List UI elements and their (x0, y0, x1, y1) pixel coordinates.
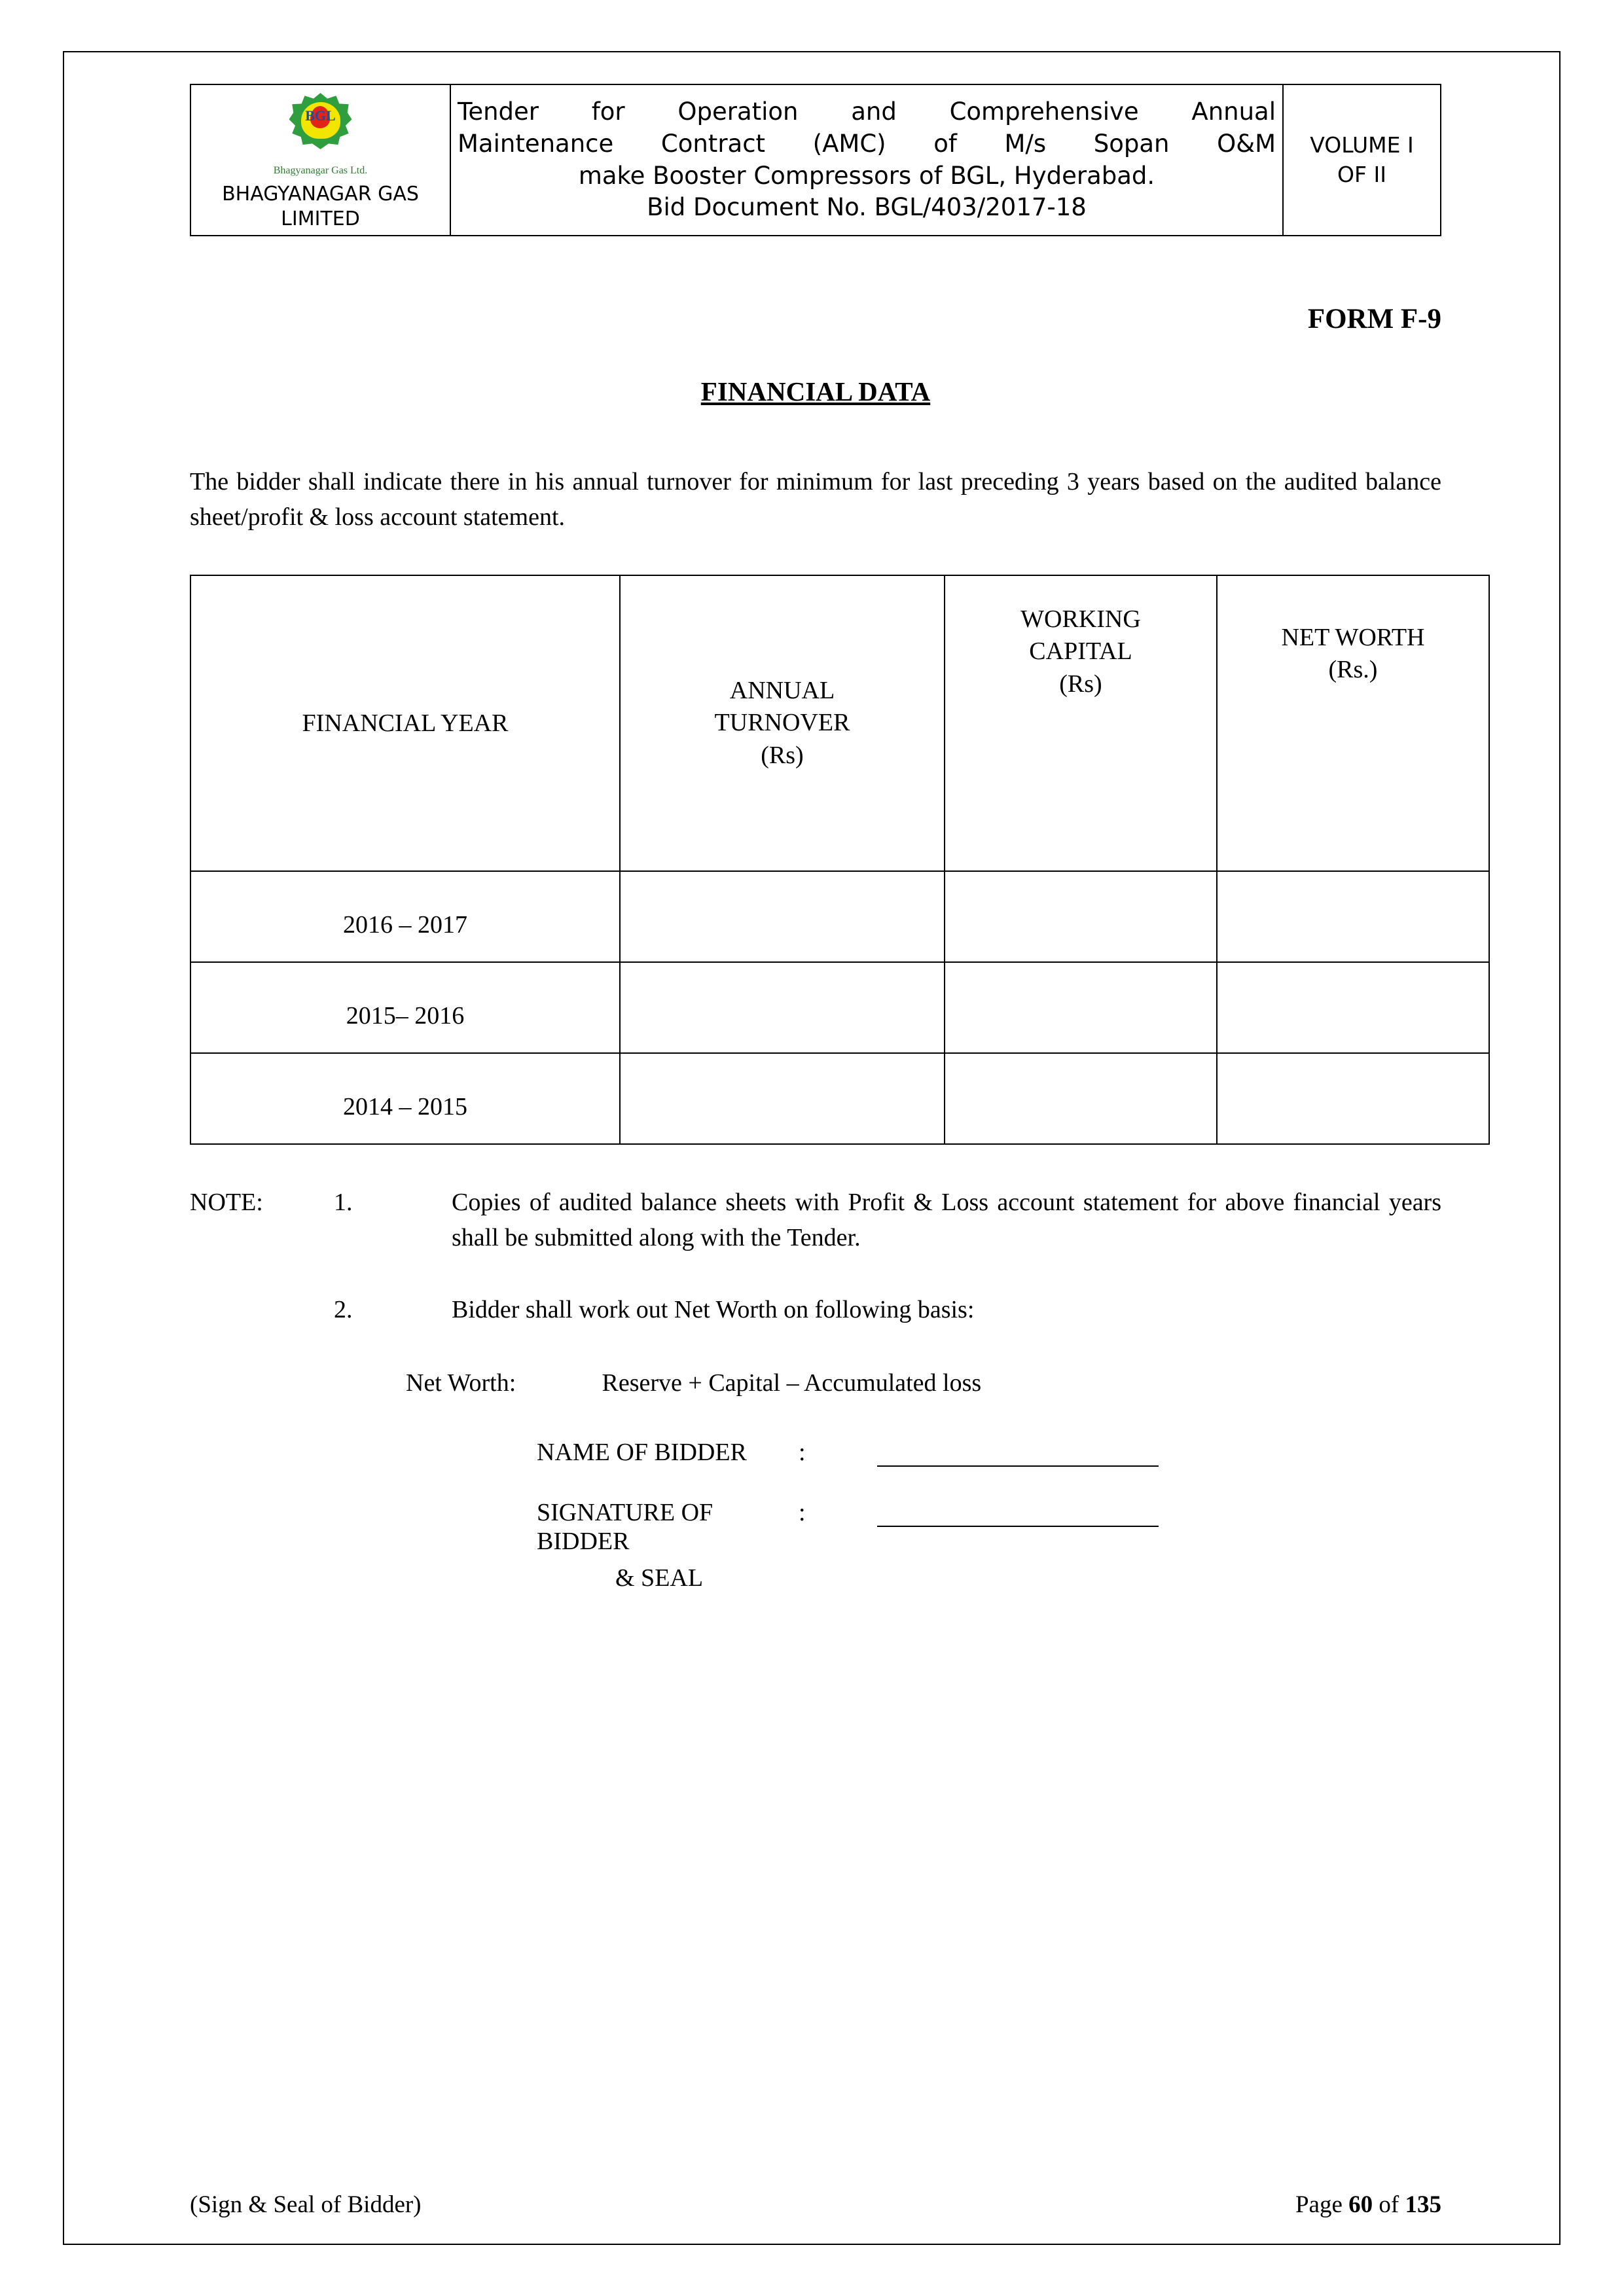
signature-block (190, 1438, 1441, 1592)
footer-page-prefix: Page (1295, 2191, 1349, 2218)
cell-working-capital[interactable] (945, 1053, 1217, 1144)
note-text-2: Bidder shall work out Net Worth on following basis: (452, 1295, 975, 1323)
footer-page-mid: of (1373, 2191, 1405, 2218)
cell-financial-year: 2014 – 2015 (190, 1053, 620, 1144)
bgl-logo-icon (281, 92, 360, 164)
footer-current-page: 60 (1348, 2191, 1373, 2218)
annual-turnover-line-3: (Rs) (761, 741, 804, 769)
cell-financial-year: 2015– 2016 (190, 962, 620, 1053)
name-of-bidder-row (537, 1438, 1441, 1467)
footer-page-number (1295, 2191, 1441, 2219)
header-title-line-1: Tender for Operation and Comprehensive Annual (458, 97, 1276, 126)
signature-of-bidder-row (537, 1498, 1441, 1556)
column-header-financial-year: FINANCIAL YEAR (190, 575, 620, 871)
cell-annual-turnover[interactable] (620, 871, 945, 962)
name-of-bidder-field[interactable] (877, 1438, 1159, 1467)
signature-of-bidder-label: SIGNATURE OF BIDDER (537, 1498, 713, 1555)
note-number-1: 1. (334, 1188, 353, 1216)
cell-annual-turnover[interactable] (620, 1053, 945, 1144)
cell-net-worth[interactable] (1217, 962, 1489, 1053)
cell-net-worth[interactable] (1217, 871, 1489, 962)
cell-net-worth[interactable] (1217, 1053, 1489, 1144)
document-header-table (190, 84, 1441, 236)
networth-label: Net Worth: (406, 1369, 516, 1397)
cell-working-capital[interactable] (945, 962, 1217, 1053)
page-title: FINANCIAL DATA (700, 376, 931, 406)
note-text-1: Copies of audited balance sheets with Profit & Loss account statement for above financial years shall be submitted along with the Tender. (452, 1188, 1441, 1251)
column-header-net-worth (1217, 575, 1489, 871)
table-header-row (190, 575, 1489, 871)
note-label: NOTE: (190, 1188, 263, 1216)
table-row (190, 1053, 1489, 1144)
page-content (190, 84, 1441, 1592)
logo-tagline: Bhagyanagar Gas Ltd. (273, 165, 368, 176)
table-row (190, 871, 1489, 962)
header-title-line-2: Maintenance Contract (AMC) of M/s Sopan O&M (458, 129, 1276, 158)
header-title-cell (450, 84, 1283, 236)
column-header-annual-turnover (620, 575, 945, 871)
name-of-bidder-label: NAME OF BIDDER (537, 1438, 747, 1466)
annual-turnover-line-1: ANNUAL (729, 676, 835, 704)
net-worth-line-1: NET WORTH (1281, 623, 1425, 651)
cell-financial-year: 2016 – 2017 (190, 871, 620, 962)
note-number-2: 2. (334, 1295, 353, 1323)
annual-turnover-line-2: TURNOVER (714, 709, 850, 737)
seal-label: & SEAL (615, 1564, 704, 1592)
intro-paragraph: The bidder shall indicate there in his annual turnover for minimum for last preceding 3 years based on the audited balance sheet/profit & loss account statement. (190, 468, 1441, 531)
net-worth-line-2: (Rs.) (1328, 656, 1378, 684)
signature-of-bidder-field[interactable] (877, 1498, 1159, 1527)
volume-line-1: VOLUME I (1310, 132, 1414, 158)
name-of-bidder-colon: : (799, 1438, 806, 1466)
header-title-line-3: make Booster Compressors of BGL, Hyderabad. (578, 161, 1155, 190)
volume-line-2: OF II (1337, 161, 1386, 187)
working-capital-line-3: (Rs) (1059, 670, 1102, 698)
company-name: BHAGYANAGAR GAS LIMITED (222, 183, 419, 230)
logo-mark-text: BGL (305, 107, 336, 124)
financial-data-table (190, 575, 1490, 1145)
signature-of-bidder-colon: : (799, 1498, 806, 1526)
networth-formula: Reserve + Capital – Accumulated loss (602, 1369, 982, 1397)
cell-working-capital[interactable] (945, 871, 1217, 962)
page-footer (190, 2191, 1441, 2219)
networth-formula-row (190, 1369, 1441, 1397)
note-item-1 (190, 1185, 1441, 1256)
header-row (190, 84, 1441, 236)
header-volume-cell (1283, 84, 1441, 236)
header-bid-document-no: Bid Document No. BGL/403/2017-18 (647, 193, 1087, 222)
cell-annual-turnover[interactable] (620, 962, 945, 1053)
form-number: FORM F-9 (1307, 304, 1441, 334)
notes-section (190, 1185, 1441, 1328)
table-row (190, 962, 1489, 1053)
footer-left-text: (Sign & Seal of Bidder) (190, 2191, 422, 2218)
note-item-2 (190, 1293, 1441, 1328)
column-header-working-capital (945, 575, 1217, 871)
header-logo-cell (190, 84, 450, 236)
working-capital-line-1: WORKING (1020, 605, 1141, 633)
footer-total-pages: 135 (1405, 2191, 1441, 2218)
working-capital-line-2: CAPITAL (1029, 637, 1132, 666)
